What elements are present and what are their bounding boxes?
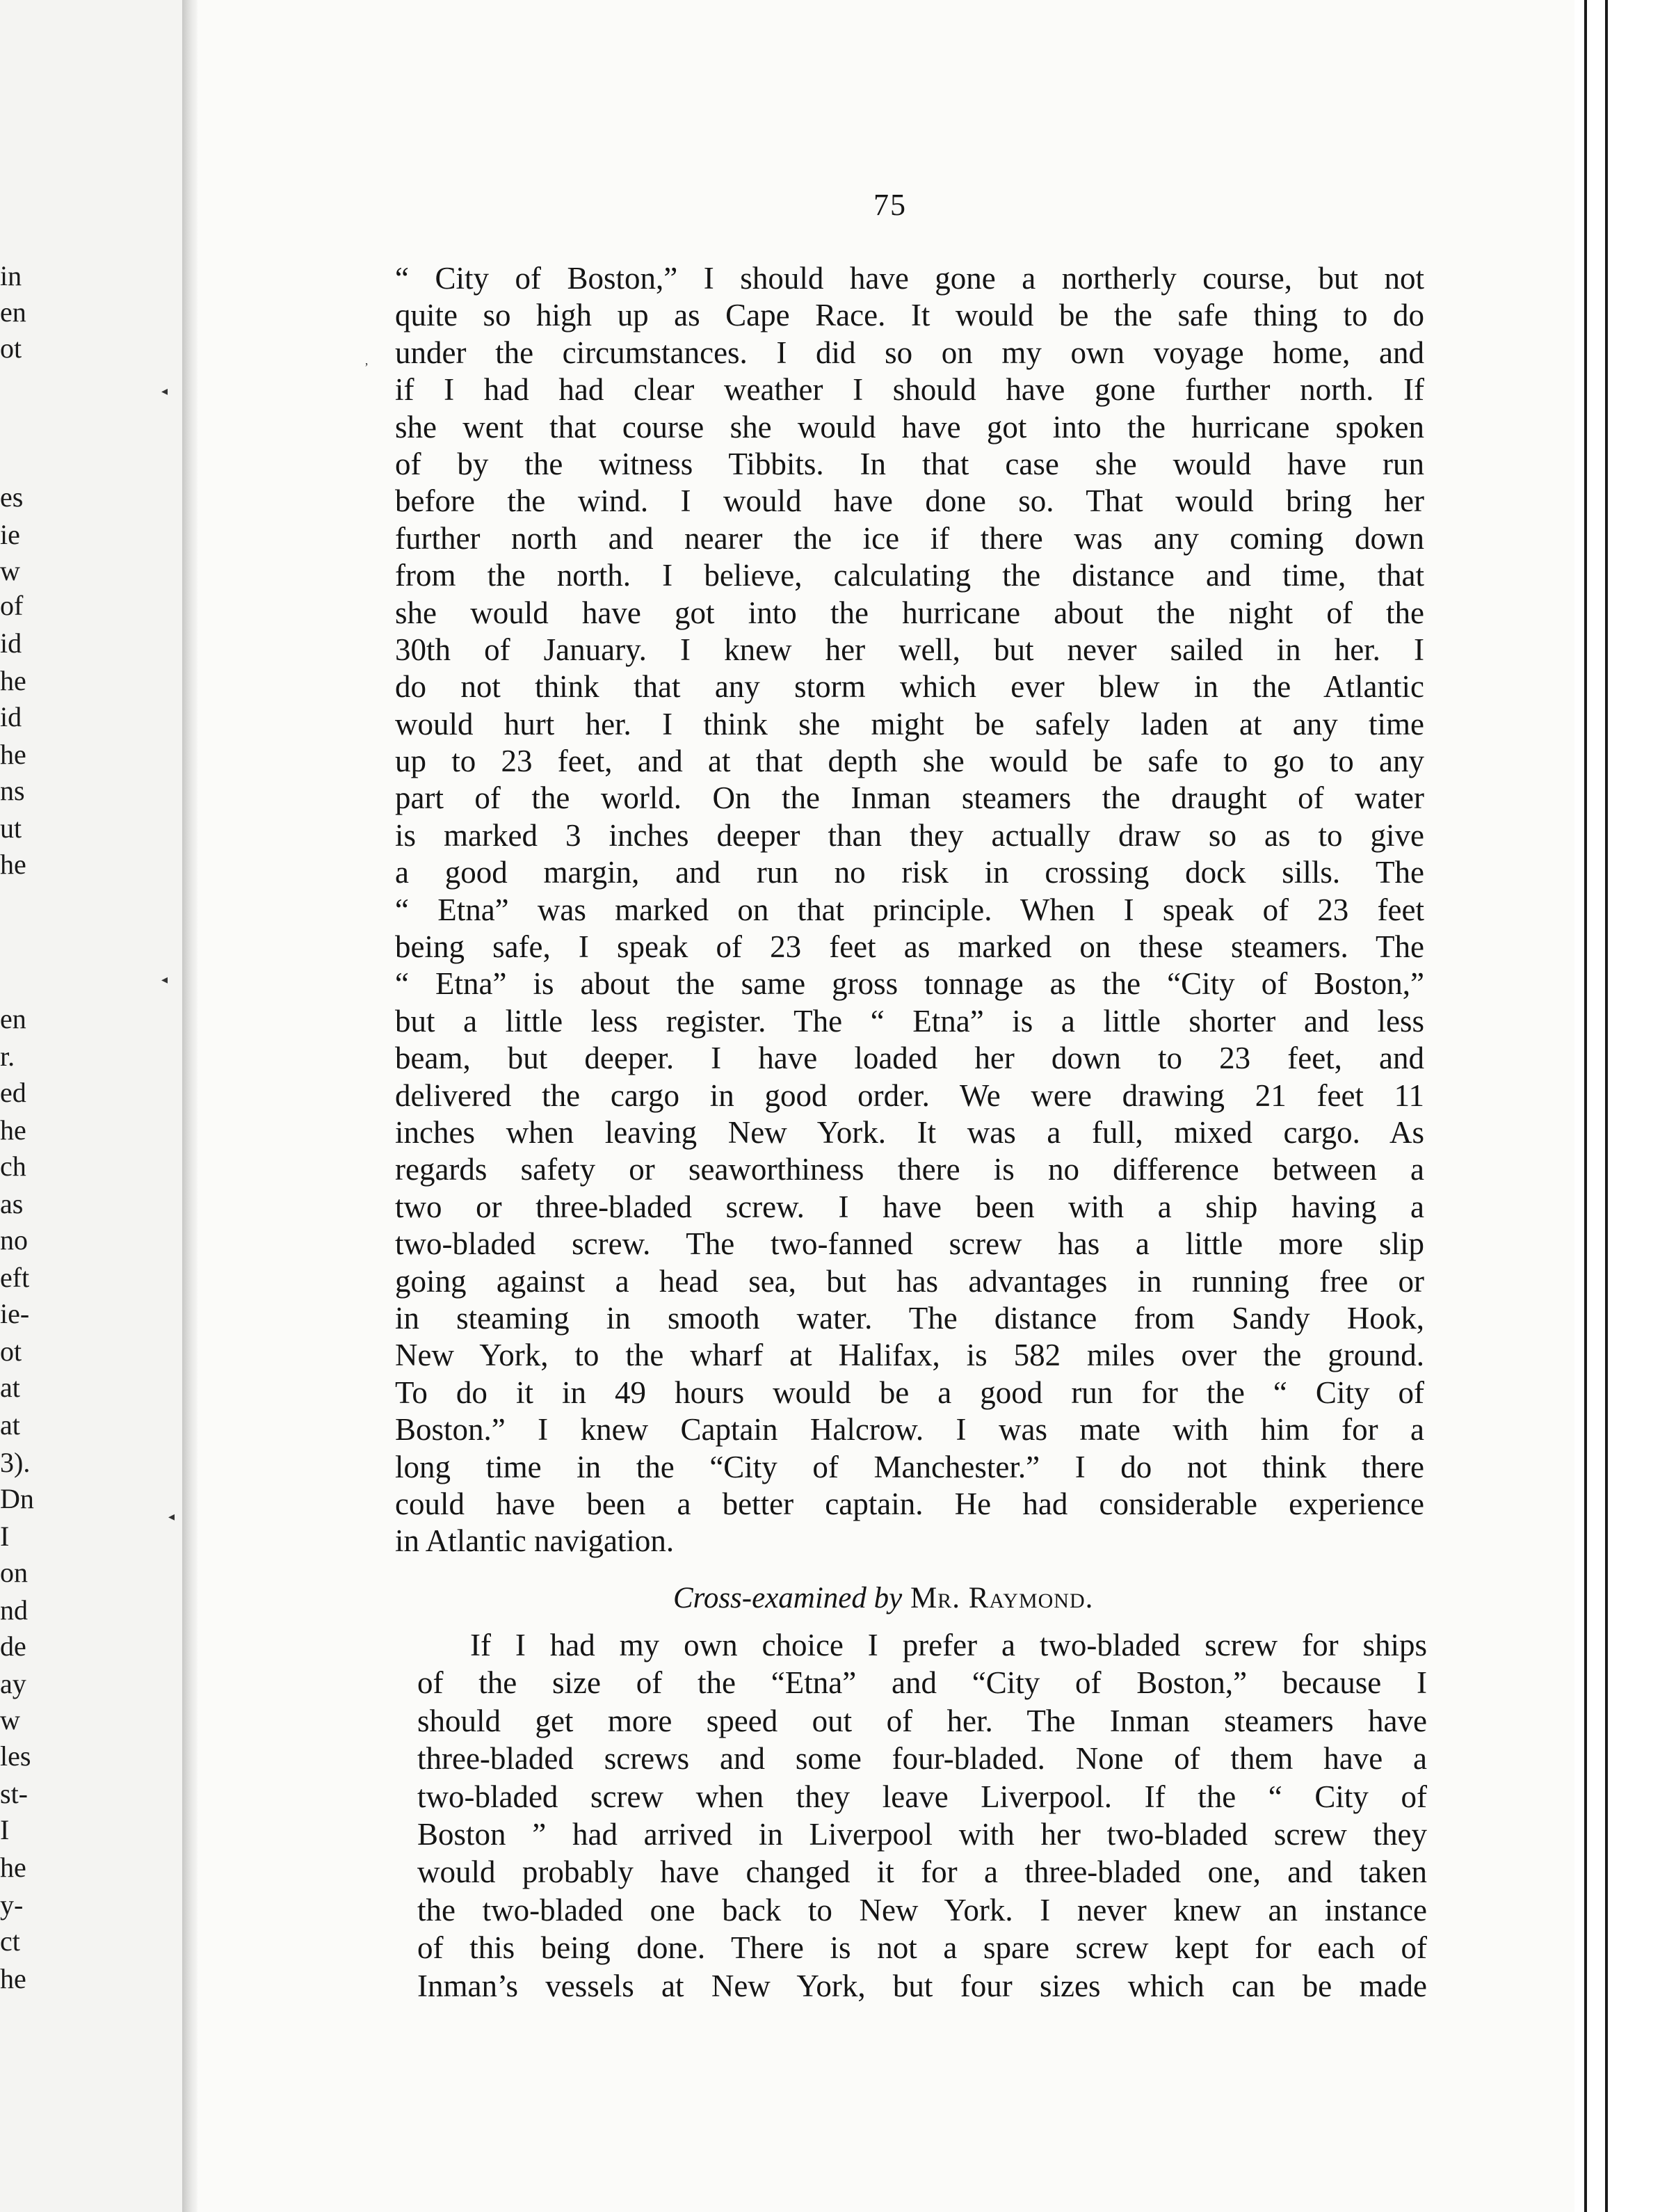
margin-fragment: ch: [0, 1151, 26, 1182]
margin-fragment: ot: [0, 332, 22, 364]
margin-fragment: ay: [0, 1668, 26, 1699]
cross-examination-heading: [673, 1579, 1202, 1618]
margin-fragment: I: [0, 1521, 10, 1552]
text-line: in Atlantic navigation.: [395, 1523, 675, 1559]
text-line: a good margin, and run no risk in crossing dock sills. The: [395, 855, 1424, 890]
text-line: from the north. I believe, calculating the distance and time, that: [395, 558, 1424, 593]
text-line: would hurt her. I think she might be safely laden at any time: [395, 706, 1424, 742]
text-line: of by the witness Tibbits. In that case she would have run: [395, 446, 1424, 481]
text-line: beam, but deeper. I have loaded her down to 23 feet, and: [395, 1041, 1424, 1076]
margin-fragment: es: [0, 481, 24, 513]
text-line: before the wind. I would have done so. That would bring her: [395, 483, 1424, 519]
book-gutter: [182, 0, 198, 2212]
margin-fragment: w: [0, 555, 20, 586]
page-edge-stack: [1574, 0, 1660, 2212]
text-line: the two-bladed one back to New York. I never knew an instance: [417, 1892, 1427, 1928]
margin-fragment: st-: [0, 1778, 28, 1809]
text-line: two or three-bladed screw. I have been with a ship having a: [395, 1189, 1424, 1224]
text-line: under the circumstances. I did so on my own voyage home, and: [395, 335, 1424, 370]
text-line: she would have got into the hurricane about the night of the: [395, 595, 1424, 630]
margin-fragment: he: [0, 1852, 26, 1883]
margin-fragment: ie: [0, 519, 20, 550]
text-line: do not think that any storm which ever blew in the Atlantic: [395, 669, 1424, 705]
text-line: three-bladed screws and some four-bladed. None of them have a: [417, 1741, 1427, 1777]
text-line: regards safety or seaworthiness there is no difference between a: [395, 1152, 1424, 1187]
text-line: should get more speed out of her. The Inman steamers have: [417, 1703, 1427, 1738]
text-line: Boston ” had arrived in Liverpool with her two-bladed screw they: [417, 1816, 1427, 1852]
text-line: being safe, I speak of 23 feet as marked on these steamers. The: [395, 929, 1424, 965]
margin-fragment: ed: [0, 1077, 26, 1108]
text-line: two-bladed screw when they leave Liverpool. If the “ City of: [417, 1779, 1427, 1814]
margin-fragment: 3).: [0, 1447, 31, 1478]
margin-fragment: les: [0, 1740, 31, 1772]
margin-fragment: r.: [0, 1041, 15, 1072]
text-line: inches when leaving New York. It was a full, mixed cargo. As: [395, 1114, 1424, 1150]
text-line: long time in the “City of Manchester.” I do not think there: [395, 1449, 1424, 1484]
margin-fragment: eft: [0, 1262, 30, 1293]
text-line: she went that course she would have got into the hurricane spoken: [395, 409, 1424, 444]
margin-fragment: he: [0, 849, 26, 880]
text-line: “ Etna” is about the same gross tonnage as the “City of Boston,”: [395, 966, 1424, 1002]
margin-mark: ◂: [161, 384, 168, 398]
text-line: To do it in 49 hours would be a good run for the “ City of: [395, 1375, 1424, 1410]
text-line: quite so high up as Cape Race. It would be the safe thing to do: [395, 298, 1424, 333]
heading-italic: Cross-examined by: [673, 1582, 903, 1614]
facing-page-margin: [0, 0, 182, 2212]
margin-fragment: on: [0, 1557, 28, 1588]
margin-fragment: he: [0, 1963, 26, 1994]
text-line: part of the world. On the Inman steamers the draught of water: [395, 780, 1424, 816]
margin-fragment: I: [0, 1814, 10, 1845]
text-line: two-bladed screw. The two-fanned screw has a little more slip: [395, 1226, 1424, 1262]
margin-mark: ◂: [161, 972, 168, 986]
margin-fragment: in: [0, 260, 22, 291]
margin-fragment: w: [0, 1704, 20, 1736]
margin-fragment: no: [0, 1224, 28, 1256]
text-line: 30th of January. I knew her well, but never sailed in her. I: [395, 632, 1424, 667]
scan-background: [1618, 0, 1660, 2212]
text-line: going against a head sea, but has advantages in running free or: [395, 1263, 1424, 1299]
heading-name: Mr. Raymond.: [902, 1582, 1094, 1614]
text-line: up to 23 feet, and at that depth she would be safe to go to any: [395, 744, 1424, 779]
margin-fragment: Dn: [0, 1483, 34, 1514]
margin-fragment: id: [0, 627, 22, 659]
margin-mark: ‚: [364, 353, 369, 367]
margin-fragment: ut: [0, 812, 22, 844]
text-line: If I had my own choice I prefer a two-bladed screw for ships: [470, 1628, 1427, 1662]
margin-fragment: y-: [0, 1889, 24, 1921]
margin-mark: ◂: [168, 1509, 175, 1523]
margin-fragment: of: [0, 590, 24, 621]
page-number: 75: [873, 188, 907, 222]
margin-fragment: ot: [0, 1336, 22, 1367]
text-line: Boston.” I knew Captain Halcrow. I was mate with him for a: [395, 1412, 1424, 1448]
text-line: but a little less register. The “ Etna” is a little shorter and less: [395, 1003, 1424, 1039]
text-line: would probably have changed it for a three-bladed one, and taken: [417, 1854, 1427, 1890]
text-line: is marked 3 inches deeper than they actually draw so as to give: [395, 817, 1424, 853]
margin-fragment: at: [0, 1409, 20, 1441]
margin-fragment: de: [0, 1630, 26, 1662]
testimony-paragraph: [395, 260, 1424, 1560]
margin-fragment: he: [0, 739, 26, 770]
text-line: “ City of Boston,” I should have gone a northerly course, but not: [395, 261, 1424, 296]
text-line: delivered the cargo in good order. We were drawing 21 feet 11: [395, 1077, 1424, 1113]
text-line: in steaming in smooth water. The distance from Sandy Hook,: [395, 1300, 1424, 1336]
text-line: New York, to the wharf at Halifax, is 582 miles over the ground.: [395, 1338, 1424, 1373]
text-line: “ Etna” was marked on that principle. When I speak of 23 feet: [395, 892, 1424, 927]
text-line: Inman’s vessels at New York, but four sizes which can be made: [417, 1968, 1427, 2003]
margin-fragment: en: [0, 1003, 26, 1034]
margin-fragment: ie-: [0, 1298, 30, 1329]
margin-fragment: as: [0, 1188, 24, 1219]
margin-fragment: ns: [0, 775, 25, 806]
text-line: could have been a better captain. He had considerable experience: [395, 1486, 1424, 1521]
text-line: of the size of the “Etna” and “City of Boston,” because I: [417, 1665, 1427, 1701]
margin-fragment: he: [0, 665, 26, 696]
margin-fragment: ct: [0, 1925, 20, 1957]
text-line: if I had had clear weather I should have gone further north. If: [395, 372, 1424, 408]
margin-fragment: nd: [0, 1594, 28, 1626]
text-line: further north and nearer the ice if there was any coming down: [395, 520, 1424, 556]
margin-fragment: at: [0, 1372, 20, 1403]
margin-fragment: en: [0, 296, 26, 328]
text-line: of this being done. There is not a spare screw kept for each of: [417, 1930, 1427, 1966]
margin-fragment: he: [0, 1114, 26, 1146]
cross-examination-paragraph: [417, 1626, 1427, 2005]
margin-fragment: id: [0, 701, 22, 732]
